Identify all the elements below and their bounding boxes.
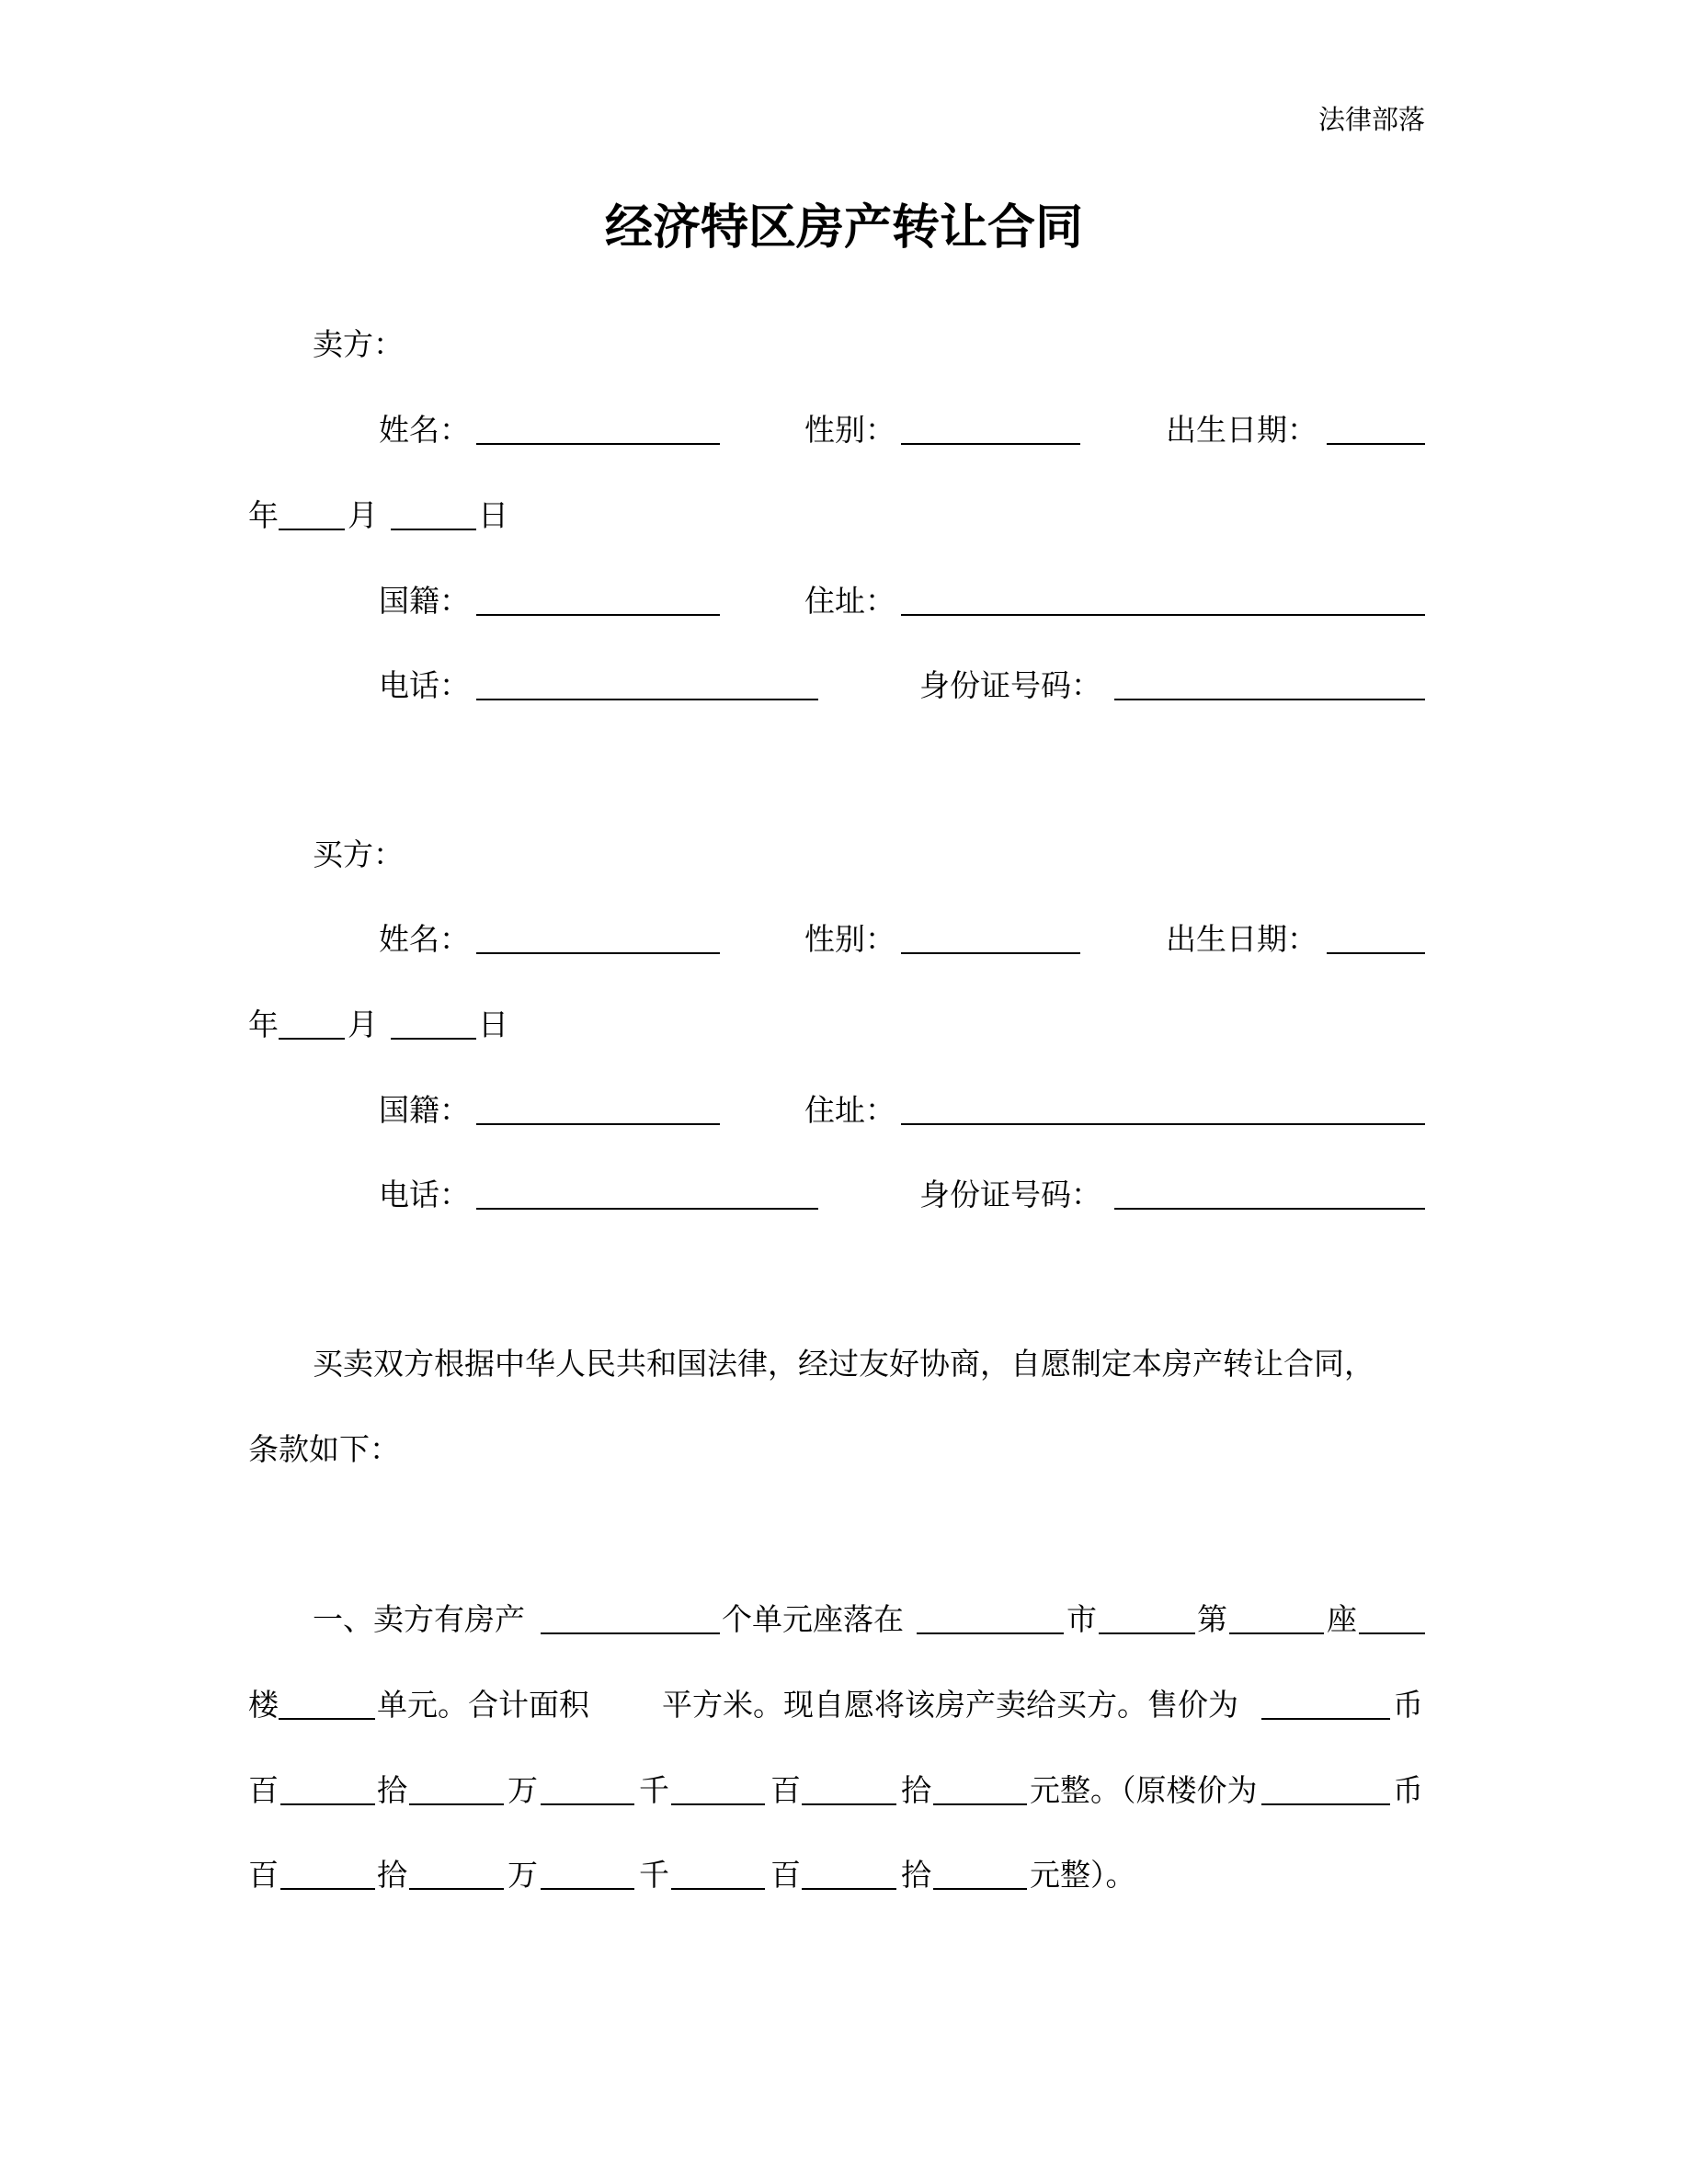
buyer-name-blank[interactable]	[476, 952, 720, 954]
unit-blank[interactable]	[279, 1718, 375, 1720]
label-birth: 出生日期：	[1166, 921, 1317, 957]
label-phone: 电话：	[379, 667, 470, 703]
original-currency-blank[interactable]	[1261, 1803, 1390, 1805]
clause-text: 座	[1327, 1601, 1357, 1637]
buyer-nationality-blank[interactable]	[476, 1123, 720, 1125]
header-text: 法律部落	[1317, 104, 1425, 135]
clause-text: 币	[1393, 1772, 1423, 1808]
label-year: 年	[248, 497, 279, 533]
seller-day-blank[interactable]	[391, 529, 476, 530]
seller-month-blank[interactable]	[279, 529, 345, 530]
buyer-birth-blank[interactable]	[1327, 952, 1425, 954]
clause-text: 千	[639, 1857, 669, 1893]
amount-blank[interactable]	[802, 1803, 896, 1805]
buyer-month-blank[interactable]	[279, 1038, 345, 1040]
clause-text: 元整）。	[1030, 1857, 1136, 1893]
amount-blank[interactable]	[280, 1888, 375, 1890]
buyer-address-blank[interactable]	[901, 1123, 1425, 1125]
city-blank[interactable]	[1099, 1632, 1195, 1634]
clause-text: 百	[770, 1857, 801, 1893]
amount-blank[interactable]	[541, 1888, 634, 1890]
label-gender: 性别：	[804, 412, 895, 448]
block-blank[interactable]	[1229, 1632, 1324, 1634]
clause-text: 万	[508, 1772, 538, 1808]
label-year: 年	[248, 1007, 279, 1042]
label-day: 日	[478, 1007, 508, 1042]
clause-text: 一、卖方有房产	[313, 1601, 525, 1637]
intro-line-2: 条款如下：	[248, 1431, 400, 1467]
label-nationality: 国籍：	[379, 583, 470, 619]
seller-phone-blank[interactable]	[476, 699, 818, 700]
amount-blank[interactable]	[802, 1888, 896, 1890]
label-nationality: 国籍：	[379, 1092, 470, 1128]
label-address: 住址：	[804, 583, 895, 619]
label-gender: 性别：	[804, 921, 895, 957]
clause-text: 第	[1197, 1601, 1227, 1637]
seller-nationality-blank[interactable]	[476, 614, 720, 616]
clause-text: 元整。（原楼价为	[1030, 1772, 1258, 1808]
amount-blank[interactable]	[671, 1803, 765, 1805]
label-birth: 出生日期：	[1166, 412, 1317, 448]
intro-line-1: 买卖双方根据中华人民共和国法律，经过友好协商，自愿制定本房产转让合同，	[313, 1346, 1374, 1382]
amount-blank[interactable]	[280, 1803, 375, 1805]
amount-blank[interactable]	[933, 1888, 1027, 1890]
clause-text: 百	[770, 1772, 801, 1808]
seller-name-blank[interactable]	[476, 443, 720, 445]
amount-blank[interactable]	[409, 1888, 504, 1890]
clause-text: 市	[1066, 1601, 1097, 1637]
label-id: 身份证号码：	[919, 667, 1101, 703]
amount-blank[interactable]	[409, 1803, 504, 1805]
label-month: 月	[348, 497, 378, 533]
label-name: 姓名：	[379, 921, 470, 957]
buyer-gender-blank[interactable]	[901, 952, 1080, 954]
clause-text: 拾	[901, 1772, 931, 1808]
clause-text: 平方米。现自愿将该房产卖给买方。售价为	[662, 1687, 1238, 1723]
buyer-heading: 买方：	[313, 836, 404, 872]
buyer-day-blank[interactable]	[391, 1038, 476, 1040]
buyer-id-blank[interactable]	[1114, 1208, 1425, 1210]
seller-address-blank[interactable]	[901, 614, 1425, 616]
clause-text: 百	[248, 1772, 279, 1808]
clause-text: 楼	[248, 1687, 279, 1723]
currency-blank[interactable]	[1261, 1718, 1390, 1720]
clause-text: 拾	[377, 1772, 407, 1808]
document-title: 经济特区房产转让合同	[604, 199, 1083, 256]
seller-gender-blank[interactable]	[901, 443, 1080, 445]
clause-text: 千	[639, 1772, 669, 1808]
seller-heading: 卖方：	[313, 326, 404, 362]
clause-text: 万	[508, 1857, 538, 1893]
clause-text: 单元。合计面积	[377, 1687, 589, 1723]
amount-blank[interactable]	[541, 1803, 634, 1805]
label-month: 月	[348, 1007, 378, 1042]
label-phone: 电话：	[379, 1177, 470, 1212]
location-blank[interactable]	[917, 1632, 1064, 1634]
label-address: 住址：	[804, 1092, 895, 1128]
seller-id-blank[interactable]	[1114, 699, 1425, 700]
amount-blank[interactable]	[933, 1803, 1027, 1805]
label-day: 日	[478, 497, 508, 533]
building-blank[interactable]	[1359, 1632, 1425, 1634]
clause-text: 币	[1393, 1687, 1423, 1723]
amount-blank[interactable]	[671, 1888, 765, 1890]
buyer-phone-blank[interactable]	[476, 1208, 818, 1210]
seller-birth-blank[interactable]	[1327, 443, 1425, 445]
clause-text: 拾	[901, 1857, 931, 1893]
clause-text: 个单元座落在	[722, 1601, 904, 1637]
clause-text: 拾	[377, 1857, 407, 1893]
label-name: 姓名：	[379, 412, 470, 448]
units-blank[interactable]	[541, 1632, 720, 1634]
clause-text: 百	[248, 1857, 279, 1893]
label-id: 身份证号码：	[919, 1177, 1101, 1212]
